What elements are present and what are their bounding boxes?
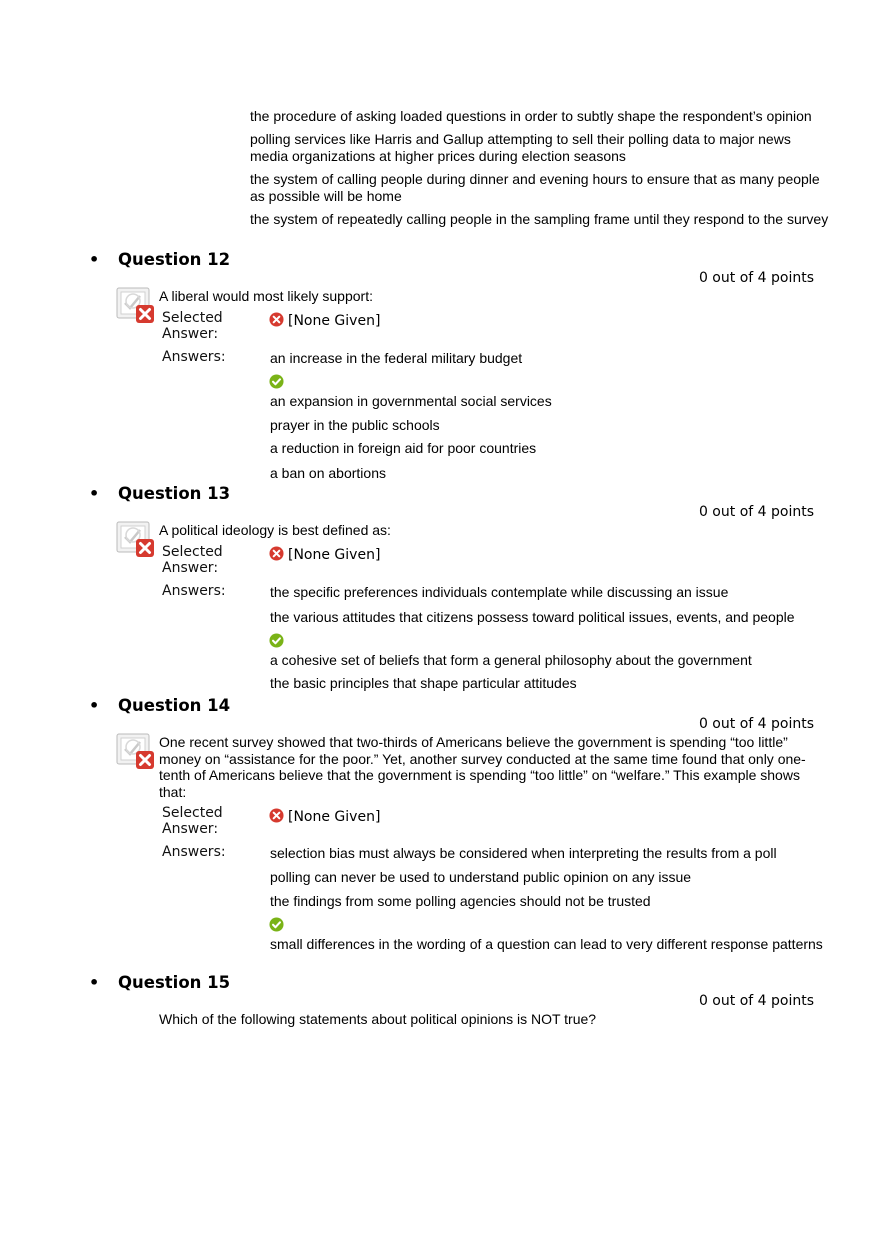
none-given-text: [None Given] bbox=[288, 809, 381, 825]
incorrect-icon bbox=[269, 546, 284, 561]
answer-option: selection bias must always be considered when interpreting the results from a poll bbox=[270, 845, 777, 861]
question-text: A liberal would most likely support: bbox=[159, 288, 373, 304]
answer-option: the basic principles that shape particular attitudes bbox=[270, 675, 577, 691]
incorrect-icon bbox=[269, 312, 284, 327]
answer-option: a ban on abortions bbox=[270, 465, 386, 481]
answer-option: polling can never be used to understand public opinion on any issue bbox=[270, 869, 692, 885]
answer-option: the procedure of asking loaded questions in order to subtly shape the respondent’s opinion bbox=[250, 108, 812, 124]
answers-label: Answers: bbox=[162, 844, 226, 860]
answer-option: prayer in the public schools bbox=[270, 417, 440, 433]
incorrect-icon bbox=[269, 808, 284, 823]
incorrect-question-icon bbox=[116, 521, 156, 559]
question-title: Question 14 bbox=[118, 696, 231, 715]
question-text: Which of the following statements about political opinions is NOT true? bbox=[159, 1011, 597, 1027]
selected-answer-value bbox=[269, 808, 380, 825]
question-text: A political ideology is best defined as: bbox=[159, 522, 391, 538]
question-score: 0 out of 4 points bbox=[698, 270, 814, 286]
question-title: Question 13 bbox=[118, 484, 231, 503]
answer-option: polling services like Harris and Gallup attempting to sell their polling data to major news media organizations at higher prices during election seasons bbox=[250, 131, 791, 164]
answer-option: the various attitudes that citizens possess toward political issues, events, and people bbox=[270, 609, 795, 625]
answer-option: an increase in the federal military budget bbox=[270, 350, 523, 366]
answer-option-correct: a cohesive set of beliefs that form a general philosophy about the government bbox=[270, 652, 752, 668]
answer-option: the specific preferences individuals contemplate while discussing an issue bbox=[270, 584, 729, 600]
none-given-text: [None Given] bbox=[288, 313, 381, 329]
answer-option: the system of calling people during dinner and evening hours to ensure that as many people as possible will be home bbox=[250, 171, 820, 204]
correct-answer-icon bbox=[269, 633, 284, 648]
answer-option-correct: an expansion in governmental social services bbox=[270, 393, 552, 409]
question-score: 0 out of 4 points bbox=[698, 716, 814, 732]
bullet: • bbox=[89, 484, 100, 503]
bullet: • bbox=[89, 696, 100, 715]
answer-option-correct: small differences in the wording of a question can lead to very different response patterns bbox=[270, 936, 823, 952]
question-score: 0 out of 4 points bbox=[698, 504, 814, 520]
answer-option: the findings from some polling agencies should not be trusted bbox=[270, 893, 651, 909]
question-score: 0 out of 4 points bbox=[698, 993, 814, 1009]
correct-answer-icon bbox=[269, 917, 284, 932]
previous-question-options bbox=[250, 108, 830, 234]
selected-answer-label: Selected Answer: bbox=[162, 544, 223, 576]
answers-label: Answers: bbox=[162, 583, 226, 599]
selected-answer-label: Selected Answer: bbox=[162, 805, 223, 837]
question-title: Question 12 bbox=[118, 250, 231, 269]
question-text: One recent survey showed that two-thirds of Americans believe the government is spending “too little” money on “assistance for the poor.” Yet, another survey conducted at the same time found that only one-tenth of Americans believe that the government is spending “too little” on “welfare.” This example shows that: bbox=[159, 734, 806, 800]
bullet: • bbox=[89, 250, 100, 269]
selected-answer-value bbox=[269, 546, 380, 563]
correct-answer-icon bbox=[269, 374, 284, 389]
incorrect-question-icon bbox=[116, 733, 156, 771]
bullet: • bbox=[89, 973, 100, 992]
answers-label: Answers: bbox=[162, 349, 226, 365]
selected-answer-label: Selected Answer: bbox=[162, 310, 223, 342]
answer-option: a reduction in foreign aid for poor countries bbox=[270, 440, 537, 456]
incorrect-question-icon bbox=[116, 287, 156, 325]
selected-answer-value bbox=[269, 312, 380, 329]
none-given-text: [None Given] bbox=[288, 547, 381, 563]
question-title: Question 15 bbox=[118, 973, 231, 992]
answer-option: the system of repeatedly calling people in the sampling frame until they respond to the survey bbox=[250, 211, 829, 227]
